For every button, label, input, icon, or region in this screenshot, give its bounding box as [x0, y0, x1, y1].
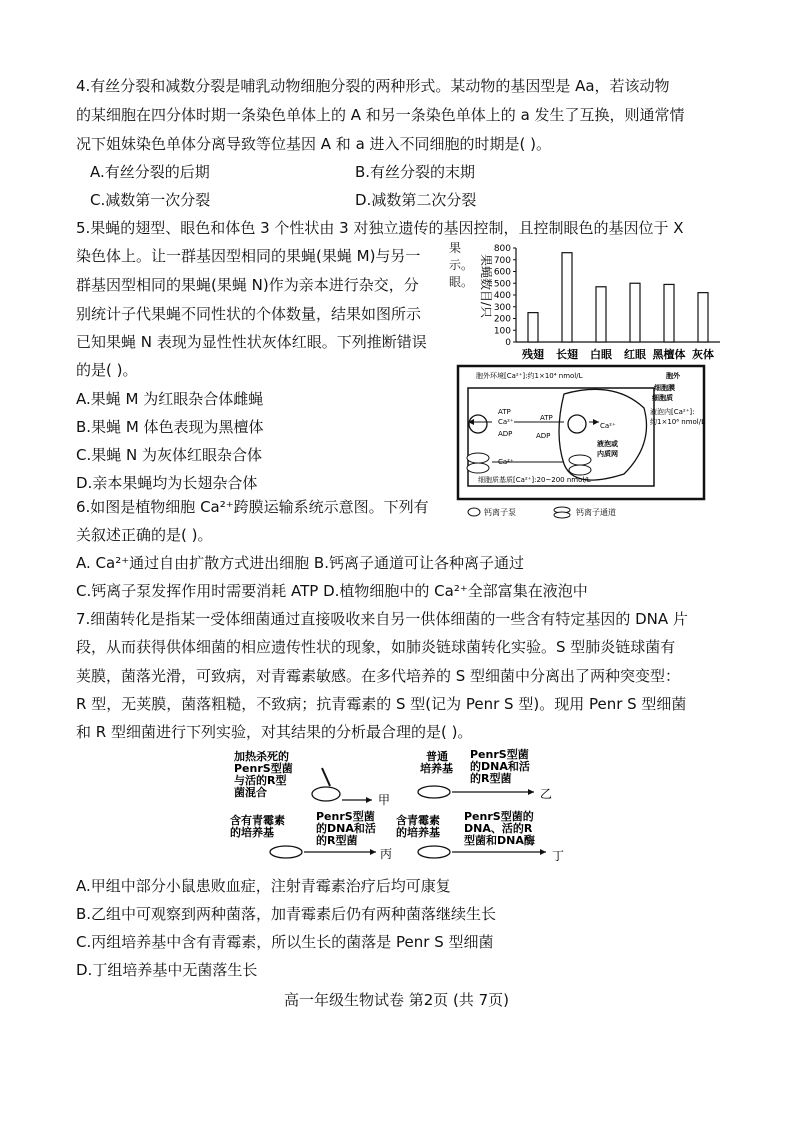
jia-label-4: 菌混合 — [234, 786, 267, 799]
fruitfly-bar-chart — [468, 238, 728, 366]
chart-y-tick-label: 300 — [493, 302, 511, 313]
q6-line-1: 6.如图是植物细胞 Ca²⁺跨膜运输系统示意图。下列有 — [76, 498, 429, 516]
vacuole-label: 液泡或 — [597, 440, 618, 448]
bing-medium-1: 含有青霉素 — [230, 814, 285, 827]
legend-pump-label: 钙离子泵 — [484, 508, 516, 517]
q4-option-c: C.减数第一次分裂 — [90, 191, 211, 209]
q4-line-3: 况下姐妹染色单体分离导致等位基因 A 和 a 进入不同细胞的时期是( )。 — [76, 135, 552, 153]
adp-label-2: ADP — [536, 432, 551, 440]
q5-option-d: D.亲本果蝇均为长翅杂合体 — [76, 474, 258, 492]
q5-overlap-text: 果示。眼。 — [449, 241, 474, 289]
ding-add-2: DNA、活的R — [464, 822, 533, 835]
transformation-experiment-diagram — [226, 748, 566, 870]
chart-x-tick-label: 灰体 — [692, 348, 714, 361]
ca-transport-diagram — [454, 364, 716, 524]
q5-line-1: 5.果蝇的翅型、眼色和体色 3 个性状由 3 对独立遗传的基因控制，且控制眼色的基因位于 X — [76, 219, 684, 237]
yi-medium-1: 普通 — [426, 750, 448, 763]
q7-option-d: D.丁组培养基中无菌落生长 — [76, 961, 258, 979]
bing-add-2: 的DNA和活 — [316, 822, 376, 835]
chart-y-tick-label: 100 — [493, 326, 511, 337]
ca-label-1: Ca²⁺ — [498, 418, 514, 426]
q6-line-2: 关叙述正确的是( )。 — [76, 526, 213, 544]
group-ding-label: 丁 — [552, 849, 565, 863]
q5-line-5: 已知果蝇 N 表现为显性性状灰体红眼。下列推断错误 — [76, 333, 427, 351]
group-yi-label: 乙 — [540, 787, 553, 801]
q5-line-4: 别统计子代果蝇不同性状的个体数量，结果如图所示 — [76, 305, 422, 323]
chart-y-tick-label: 800 — [493, 244, 511, 254]
ding-medium-1: 含青霉素 — [396, 814, 440, 827]
cytoplasm-label: 细胞质 — [652, 394, 673, 402]
q7-line-2: 段，从而获得供体细菌的相应遗传性状的现象，如肺炎链球菌转化实验。S 型肺炎链球菌有 — [76, 638, 676, 656]
chart-y-tick-label: 700 — [493, 255, 511, 266]
chart-bar — [528, 313, 538, 342]
q4-option-a: A.有丝分裂的后期 — [90, 163, 210, 181]
chart-bar — [596, 287, 606, 342]
ding-add-1: PenrS型菌的 — [464, 810, 534, 823]
chart-x-tick-label: 残翅 — [522, 348, 544, 361]
chart-bar — [562, 253, 572, 342]
yi-add-2: 的DNA和活 — [470, 760, 530, 773]
page-footer: 高一年级生物试卷 第2页 (共 7页) — [283, 991, 510, 1009]
adp-label-1: ADP — [498, 430, 513, 438]
ca-label-2: Ca²⁺ — [600, 422, 616, 430]
jia-label-2: PenrS型菌 — [234, 762, 293, 775]
chart-y-tick-label: 400 — [493, 291, 511, 301]
yi-dish-icon — [418, 786, 450, 798]
vacuole-conc-label-2: 约1×10⁶ nmol/L — [650, 418, 705, 426]
q4-option-d: D.减数第二次分裂 — [355, 191, 477, 209]
chart-bar — [664, 284, 674, 342]
chart-y-tick-label: 500 — [493, 279, 511, 290]
q7-line-1: 7.细菌转化是指某一受体细菌通过直接吸收来自另一供体细菌的一些含有特定基因的 DNA 片 — [76, 610, 688, 628]
q5-option-c: C.果蝇 N 为灰体红眼杂合体 — [76, 446, 262, 464]
legend-channel-label: 钙离子通道 — [576, 508, 616, 517]
pump-vacuole — [568, 415, 586, 433]
chart-y-tick-label: 0 — [505, 338, 511, 348]
q5-line-3: 群基因型相同的果蝇(果蝇 N)作为亲本进行杂交，分 — [76, 276, 419, 294]
jia-label-1: 加热杀死的 — [234, 750, 289, 763]
q6-option-ab: A. Ca²⁺通过自由扩散方式进出细胞 B.钙离子通道可让各种离子通过 — [76, 554, 524, 572]
outside-label: 胞外 — [666, 372, 680, 380]
vacuole-conc-label: 液泡内[Ca²⁺]: — [650, 408, 695, 416]
q5-line-2: 染色体上。让一群基因型相同的果蝇(果蝇 M)与另一 — [76, 247, 421, 265]
ca-label-3: Ca²⁺ — [498, 458, 514, 466]
chart-x-tick-label: 黑檀体 — [652, 348, 686, 361]
yi-add-3: 的R型菌 — [470, 772, 512, 785]
q7-option-c: C.丙组培养基中含有青霉素，所以生长的菌落是 Penr S 型细菌 — [76, 933, 494, 951]
bing-medium-2: 的培养基 — [230, 826, 274, 839]
chart-y-tick-label: 200 — [493, 314, 511, 325]
chart-x-tick-label: 长翅 — [556, 348, 578, 361]
bing-dish-icon — [270, 846, 302, 858]
legend-pump-icon — [468, 508, 480, 516]
vacuole-label-2: 内质网 — [597, 450, 618, 458]
chart-ylabel: 果蝇数目/只 — [479, 253, 493, 319]
bing-add-1: PenrS型菌 — [316, 810, 375, 823]
q4-option-b: B.有丝分裂的末期 — [355, 163, 476, 181]
q4-line-2: 的某细胞在四分体时期一条染色单体上的 A 和另一条染色单体上的 a 发生了互换，则通常情 — [76, 106, 685, 124]
group-jia-label: 甲 — [378, 793, 391, 807]
cyto-conc-label: 细胞质基质[Ca²⁺]:20~200 nmol/L — [478, 476, 591, 484]
q7-option-a: A.甲组中部分小鼠患败血症，注射青霉素治疗后均可康复 — [76, 877, 451, 895]
q7-option-b: B.乙组中可观察到两种菌落，加青霉素后仍有两种菌落继续生长 — [76, 905, 497, 923]
chart-bar — [630, 283, 640, 342]
jia-label-3: 与活的R型 — [234, 774, 287, 787]
chart-x-tick-label: 白眼 — [590, 348, 612, 361]
ding-add-3: 型菌和DNA酶 — [464, 834, 535, 847]
q6-option-cd: C.钙离子泵发挥作用时需要消耗 ATP D.植物细胞中的 Ca²⁺全部富集在液泡中 — [76, 582, 588, 600]
q7-line-5: 和 R 型细菌进行下列实验，对其结果的分析最合理的是( )。 — [76, 723, 473, 741]
cell-membrane-label: 细胞膜 — [654, 384, 675, 392]
chart-y-tick-label: 600 — [493, 267, 511, 278]
outer-env-label: 胞外环境[Ca²⁺]:约1×10⁴ nmol/L — [476, 372, 583, 380]
yi-medium-2: 培养基 — [420, 762, 453, 775]
chart-bar — [698, 293, 708, 342]
q4-line-1: 4.有丝分裂和减数分裂是哺乳动物细胞分裂的两种形式。某动物的基因型是 Aa，若该动物 — [76, 77, 670, 95]
q7-line-3: 荚膜，菌落光滑，可致病，对青霉素敏感。在多代培养的 S 型细菌中分离出了两种突变型： — [76, 667, 681, 685]
q5-line-6: 的是( )。 — [76, 361, 138, 379]
atp-label-2: ATP — [540, 414, 553, 422]
pump-membrane — [469, 415, 487, 433]
ding-medium-2: 的培养基 — [396, 826, 440, 839]
q5-option-b: B.果蝇 M 体色表现为黑檀体 — [76, 418, 264, 436]
q5-option-a: A.果蝇 M 为红眼杂合体雌蝇 — [76, 390, 264, 408]
mouse-icon — [312, 787, 340, 801]
atp-label-1: ATP — [498, 408, 511, 416]
ding-dish-icon — [418, 846, 450, 858]
chart-x-tick-label: 红眼 — [624, 348, 646, 361]
bing-add-3: 的R型菌 — [316, 834, 358, 847]
yi-add-1: PenrS型菌 — [470, 748, 529, 761]
group-bing-label: 丙 — [380, 847, 393, 861]
q7-line-4: R 型，无荚膜，菌落粗糙，不致病；抗青霉素的 S 型(记为 Penr S 型)。现用 Penr S 型细菌 — [76, 695, 687, 713]
